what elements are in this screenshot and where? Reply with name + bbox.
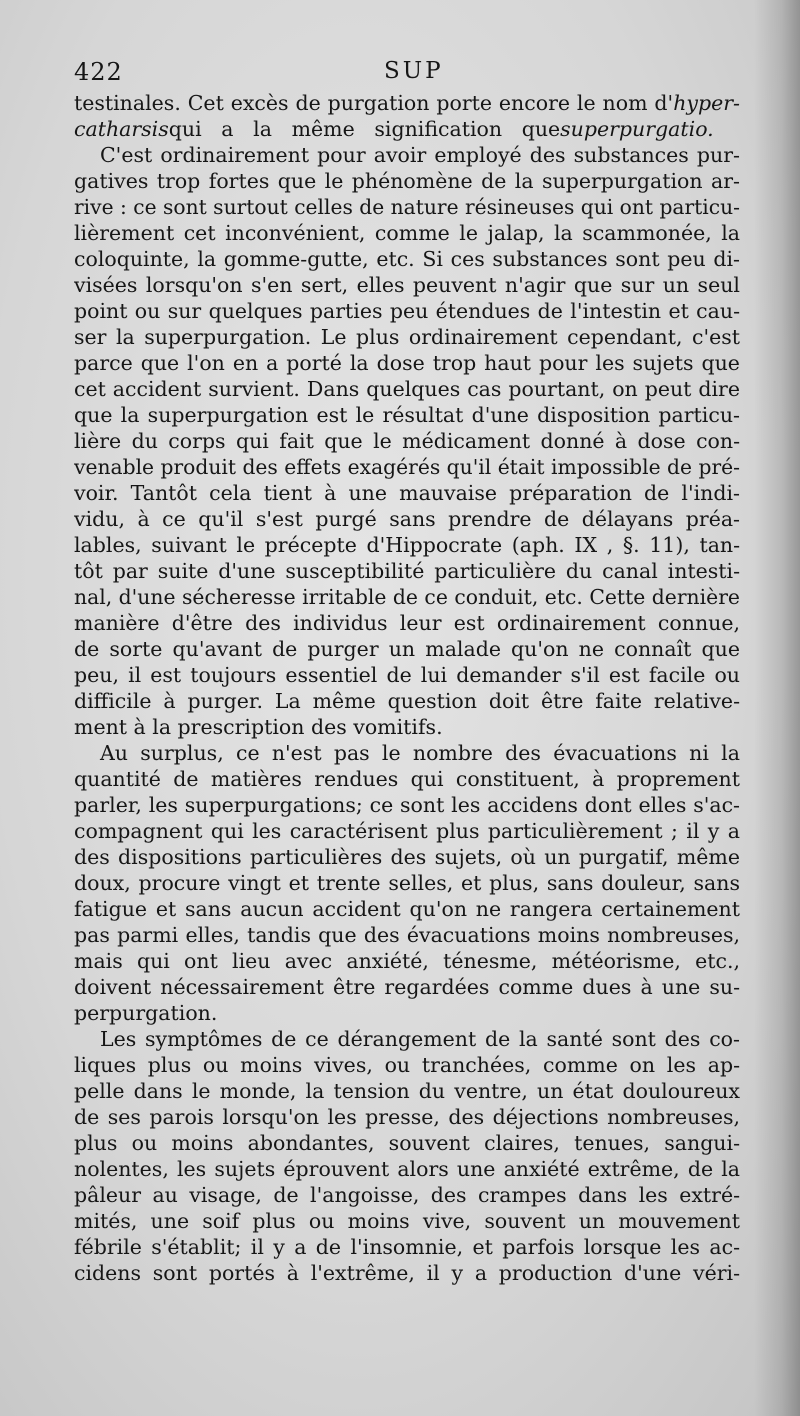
text-line [74,792,740,818]
line-text: ser la superpurgation. Le plus ordinairement cependant, c'est [74,325,740,349]
text-line [74,350,740,376]
text-line-content [74,376,740,402]
text-line-content [74,974,740,1000]
text-line-content [74,272,740,298]
running-head: SUP [384,58,444,84]
text-line [74,428,740,454]
line-text: nolentes, les sujets éprouvent alors une anxiété extrême, de la [74,1157,740,1181]
text-line-content [74,168,740,194]
text-line [74,714,740,740]
text-line-content [74,636,740,662]
line-text: parler, les superpurgations; ce sont les accidens dont elles s'ac- [74,793,740,817]
line-text: fatigue et sans aucun accident qu'on ne rangera certainement [74,897,740,921]
line-text: qui a la même signification que [168,117,561,141]
line-text: doivent nécessairement être regardées comme dues à une su- [74,975,740,999]
italic-term: superpurgatio. [560,117,714,141]
line-text: de sorte qu'avant de purger un malade qu'on ne connaît que [74,637,740,661]
text-line-content [74,324,740,350]
text-line-content [74,1208,740,1234]
text-line [74,558,740,584]
text-line-content [100,740,740,766]
page-header [74,58,738,92]
text-line-content [74,532,740,558]
text-line [74,298,740,324]
text-line-content [74,428,740,454]
line-text: cet accident survient. Dans quelques cas pourtant, on peut dire [74,377,740,401]
line-text: C'est ordinairement pour avoir employé des substances pur- [100,143,740,167]
text-line [74,922,740,948]
text-line [74,272,740,298]
line-text: quantité de matières rendues qui constituent, à proprement [74,767,740,791]
line-text: de ses parois lorsqu'on les presse, des déjections nombreuses, [74,1105,740,1129]
text-line [74,1182,740,1208]
text-line-content [74,766,740,792]
text-line-content [74,1052,740,1078]
line-text: visées lorsqu'on s'en sert, elles peuvent n'agir que sur un seul [74,273,740,297]
line-text: mités, une soif plus ou moins vive, souvent un mouvement [74,1209,740,1233]
text-line [74,844,740,870]
text-line [74,142,740,168]
text-line-content [74,1000,217,1026]
text-line-content [74,922,740,948]
line-text: venable produit des effets exagérés qu'il était impossible de pré- [74,455,740,479]
text-line-content [74,1234,740,1260]
line-text: pâleur au visage, de l'angoisse, des crampes dans les extré- [74,1183,740,1207]
line-text: pelle dans le monde, la tension du ventre, un état douloureux [74,1079,740,1103]
text-line [74,168,740,194]
line-text: manière d'être des individus leur est ordinairement connue, [74,611,740,635]
line-text: cidens sont portés à l'extrême, il y a production d'une véri- [74,1261,740,1285]
text-line [74,662,740,688]
text-line [74,1234,740,1260]
text-line-content [74,558,740,584]
text-line [74,324,740,350]
text-line [74,766,740,792]
text-line [74,194,740,220]
line-text: peu, il est toujours essentiel de lui demander s'il est facile ou [74,663,740,687]
text-line [74,116,740,142]
line-text: voir. Tantôt cela tient à une mauvaise préparation de l'indi- [74,481,740,505]
text-line [74,948,740,974]
text-line-content [74,1104,740,1130]
line-text: vidu, à ce qu'il s'est purgé sans prendre de délayans préa- [74,507,740,531]
italic-term: hyper- [673,91,740,115]
body-text [74,90,740,1286]
text-line [74,402,740,428]
line-text: tôt par suite d'une susceptibilité particulière du canal intesti- [74,559,740,583]
line-text: que la superpurgation est le résultat d'une disposition particu- [74,403,740,427]
text-line [74,1260,740,1286]
text-line-content [74,896,740,922]
page-gutter-shadow [754,0,800,1416]
text-line-content [74,116,714,142]
text-line [74,974,740,1000]
text-line [74,1052,740,1078]
text-line [74,90,740,116]
text-line-content [74,714,443,740]
line-text: lièrement cet inconvénient, comme le jalap, la scammonée, la [74,221,740,245]
text-line-content [74,948,740,974]
text-line [74,376,740,402]
text-line-content [100,1026,740,1052]
text-line [74,532,740,558]
line-text: mais qui ont lieu avec anxiété, ténesme, météorisme, etc., [74,949,740,973]
text-line-content [74,844,740,870]
line-text: liques plus ou moins vives, ou tranchées, comme on les ap- [74,1053,740,1077]
text-line [74,870,740,896]
line-text: testinales. Cet excès de purgation porte encore le nom d' [74,91,674,115]
line-text: difficile à purger. La même question doit être faite relative- [74,689,740,713]
line-text: coloquinte, la gomme-gutte, etc. Si ces substances sont peu di- [74,247,740,271]
text-line [74,610,740,636]
text-line [74,1130,740,1156]
text-line-content [74,454,740,480]
text-line-content [74,350,740,376]
line-text: plus ou moins abondantes, souvent claires, tenues, sangui- [74,1131,740,1155]
text-line-content [74,298,740,324]
text-line [74,480,740,506]
line-text: Les symptômes de ce dérangement de la santé sont des co- [100,1027,740,1051]
text-line [74,506,740,532]
line-text: ment à la prescription des vomitifs. [74,715,443,739]
line-text: point ou sur quelques parties peu étendues de l'intestin et cau- [74,299,740,323]
text-line [74,818,740,844]
text-line-content [74,662,740,688]
text-line-content [74,402,740,428]
line-text: perpurgation. [74,1001,218,1025]
text-line-content [74,220,740,246]
text-line-content [74,584,740,610]
text-line [74,454,740,480]
text-line [74,1026,740,1052]
text-line-content [100,142,740,168]
line-text: parce que l'on en a porté la dose trop haut pour les sujets que [74,351,740,375]
text-line [74,1078,740,1104]
text-line [74,1000,740,1026]
line-text: doux, procure vingt et trente selles, et plus, sans douleur, sans [74,871,740,895]
text-line [74,740,740,766]
text-line-content [74,870,740,896]
line-text: compagnent qui les caractérisent plus particulièrement ; il y a [74,819,740,843]
text-line-content [74,90,740,116]
text-line-content [74,246,740,272]
text-line-content [74,194,740,220]
line-text: des dispositions particulières des sujets, où un purgatif, même [74,845,740,869]
line-text: gatives trop fortes que le phénomène de la superpurgation ar- [74,169,740,193]
text-line-content [74,818,740,844]
text-line-content [74,792,740,818]
text-line-content [74,688,740,714]
text-line-content [74,610,740,636]
text-line-content [74,1182,740,1208]
text-line [74,584,740,610]
text-line [74,1104,740,1130]
text-line [74,1208,740,1234]
line-text: lière du corps qui fait que le médicament donné à dose con- [74,429,740,453]
text-line-content [74,506,740,532]
page-number: 422 [74,58,123,86]
text-line-content [74,480,740,506]
line-text: lables, suivant le précepte d'Hippocrate (aph. IX , §. 11), tan- [74,533,740,557]
italic-term: catharsis [74,117,169,141]
text-line [74,636,740,662]
text-line-content [74,1078,740,1104]
text-line-content [74,1130,740,1156]
text-line [74,1156,740,1182]
line-text: fébrile s'établit; il y a de l'insomnie, et parfois lorsque les ac- [74,1235,740,1259]
text-line [74,246,740,272]
line-text: pas parmi elles, tandis que des évacuations moins nombreuses, [74,923,740,947]
text-line [74,220,740,246]
text-line-content [74,1156,740,1182]
text-line-content [74,1260,740,1286]
text-line [74,688,740,714]
line-text: nal, d'une sécheresse irritable de ce conduit, etc. Cette dernière [74,585,740,609]
line-text: Au surplus, ce n'est pas le nombre des évacuations ni la [100,741,740,765]
text-line [74,896,740,922]
line-text: rive : ce sont surtout celles de nature résineuses qui ont particu- [74,195,740,219]
